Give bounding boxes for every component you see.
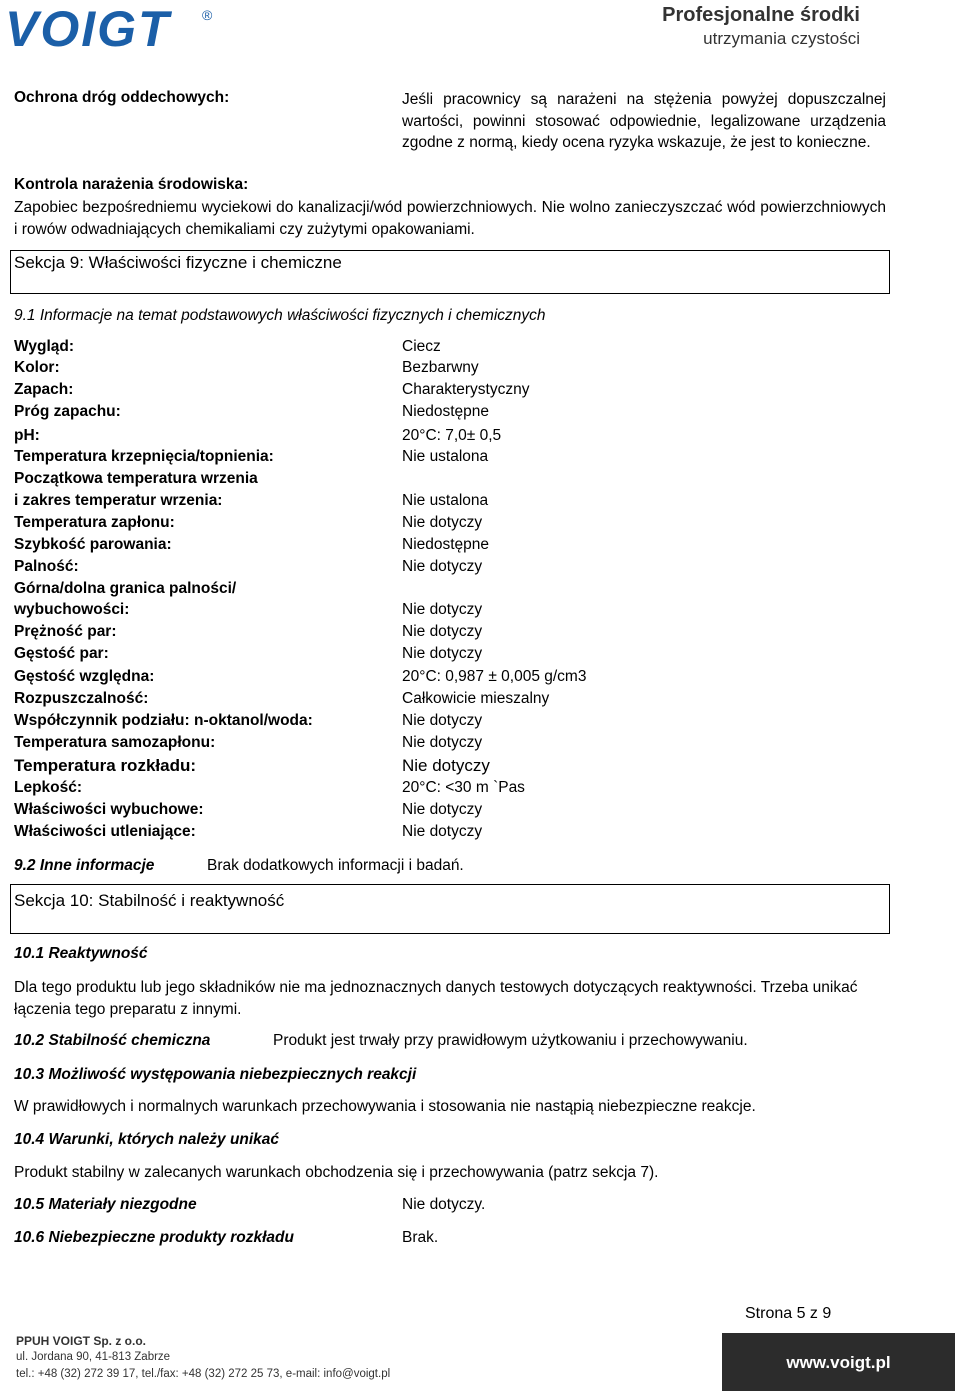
section-10-2-text: Produkt jest trwały przy prawidłowym użytkowaniu i przechowywaniu. bbox=[273, 1032, 748, 1049]
property-value: Niedostępne bbox=[402, 403, 490, 420]
registered-mark: ® bbox=[202, 7, 213, 23]
property-value: Charakterystyczny bbox=[402, 381, 530, 398]
header-tagline-2: utrzymania czystości bbox=[703, 29, 860, 48]
property-label: Prężność par: bbox=[14, 623, 117, 640]
section-10-1-title: 10.1 Reaktywność bbox=[14, 945, 148, 962]
section-10-3-text: W prawidłowych i normalnych warunkach przechowywania i stosowania nie nastąpią niebezpieczne reakcje. bbox=[14, 1098, 756, 1115]
logo-wordmark: VOIGT bbox=[5, 2, 171, 52]
header-tagline-1: Profesjonalne środki bbox=[662, 4, 860, 26]
section-9-1-title: 9.1 Informacje na temat podstawowych właściwości fizycznych i chemicznych bbox=[14, 307, 546, 324]
property-value: Nie dotyczy bbox=[402, 801, 483, 818]
env-control-label: Kontrola narażenia środowiska: bbox=[14, 176, 249, 193]
section-9-2-text: Brak dodatkowych informacji i badań. bbox=[207, 857, 464, 874]
property-label: Temperatura zapłonu: bbox=[14, 514, 175, 531]
footer-company: PPUH VOIGT Sp. z o.o. bbox=[16, 1334, 147, 1348]
property-value: Nie dotyczy bbox=[402, 823, 483, 840]
section-10-4-title: 10.4 Warunki, których należy unikać bbox=[14, 1131, 280, 1148]
property-value: 20°C: 7,0± 0,5 bbox=[402, 427, 502, 444]
footer-contact: tel.: +48 (32) 272 39 17, tel./fax: +48 (32) 272 25 73, e-mail: info@voigt.pl bbox=[16, 1368, 391, 1380]
property-label: Gęstość par: bbox=[14, 645, 109, 662]
page-number: Strona 5 z 9 bbox=[745, 1305, 832, 1322]
property-value: Nie dotyczy bbox=[402, 712, 483, 729]
env-control-text: Zapobiec bezpośredniemu wyciekowi do kanalizacji/wód powierzchniowych. Nie wolno zanieczyszczać wód powierzchniowych i rowów odwadniających chemikaliami czy zużytymi opakowaniami. bbox=[14, 199, 886, 238]
respiratory-text: Jeśli pracownicy są narażeni na stężenia powyżej dopuszczalnej wartości, powinni stosować odpowiednie, legalizowane urządzenia zgodne z normą, kiedy ocena ryzyka wskazuje, że jest to konieczne. bbox=[402, 91, 886, 151]
property-value: Nie ustalona bbox=[402, 448, 489, 465]
property-label: Szybkość parowania: bbox=[14, 536, 172, 553]
footer-website-link[interactable]: www.voigt.pl bbox=[786, 1353, 891, 1372]
section-10-2-title: 10.2 Stabilność chemiczna bbox=[14, 1032, 211, 1049]
footer-address: ul. Jordana 90, 41-813 Zabrze bbox=[16, 1351, 171, 1363]
property-value: Nie dotyczy bbox=[402, 558, 483, 575]
section-10-1-text: Dla tego produktu lub jego składników nie ma jednoznacznych danych testowych dotyczących reaktywności. Trzeba unikać łączenia tego preparatu z innymi. bbox=[14, 979, 858, 1018]
section-10-4-text: Produkt stabilny w zalecanych warunkach obchodzenia się i przechowywania (patrz sekcja 7). bbox=[14, 1164, 659, 1181]
property-value: Nie dotyczy bbox=[402, 756, 490, 775]
respiratory-label: Ochrona dróg oddechowych: bbox=[14, 89, 230, 106]
property-label: Rozpuszczalność: bbox=[14, 690, 149, 707]
property-label: Właściwości utleniające: bbox=[14, 823, 196, 840]
property-label: Temperatura samozapłonu: bbox=[14, 734, 216, 751]
property-label: Gęstość względna: bbox=[14, 668, 155, 685]
section-10-5-text: Nie dotyczy. bbox=[402, 1196, 486, 1213]
property-label: Początkowa temperatura wrzenia bbox=[14, 470, 258, 487]
section-10-title: Sekcja 10: Stabilność i reaktywność bbox=[14, 891, 285, 910]
section-10-3-title: 10.3 Możliwość występowania niebezpiecznych reakcji bbox=[14, 1066, 417, 1083]
property-value: Nie dotyczy bbox=[402, 514, 483, 531]
property-label: Górna/dolna granica palności/ bbox=[14, 580, 237, 597]
voigt-logo-mark bbox=[5, 2, 220, 52]
property-value: Niedostępne bbox=[402, 536, 490, 553]
section-9-title: Sekcja 9: Właściwości fizyczne i chemiczne bbox=[14, 253, 342, 272]
property-label: Zapach: bbox=[14, 381, 74, 398]
section-9-2-title: 9.2 Inne informacje bbox=[14, 857, 155, 874]
section-10-6-title: 10.6 Niebezpieczne produkty rozkładu bbox=[14, 1229, 294, 1246]
property-label: Lepkość: bbox=[14, 779, 83, 796]
property-value: Nie dotyczy bbox=[402, 734, 483, 751]
property-label: Próg zapachu: bbox=[14, 403, 121, 420]
property-value: Nie dotyczy bbox=[402, 645, 483, 662]
voigt-logo bbox=[5, 2, 220, 52]
property-label: Palność: bbox=[14, 558, 79, 575]
property-value: Ciecz bbox=[402, 338, 441, 355]
property-label: Temperatura rozkładu: bbox=[14, 756, 197, 775]
property-label: Właściwości wybuchowe: bbox=[14, 801, 204, 818]
property-value: Bezbarwny bbox=[402, 359, 479, 376]
property-value: 20°C: 0,987 ± 0,005 g/cm3 bbox=[402, 668, 587, 685]
section-10-5-title: 10.5 Materiały niezgodne bbox=[14, 1196, 197, 1213]
property-value: Nie dotyczy bbox=[402, 623, 483, 640]
property-label: Współczynnik podziału: n-oktanol/woda: bbox=[14, 712, 313, 729]
section-10-6-text: Brak. bbox=[402, 1229, 439, 1246]
property-value: Nie ustalona bbox=[402, 492, 489, 509]
property-label: wybuchowości: bbox=[14, 601, 130, 618]
property-value: Całkowicie mieszalny bbox=[402, 690, 550, 707]
property-label: i zakres temperatur wrzenia: bbox=[14, 492, 223, 509]
property-label: Temperatura krzepnięcia/topnienia: bbox=[14, 448, 274, 465]
property-value: 20°C: <30 m `Pas bbox=[402, 779, 525, 796]
property-label: pH: bbox=[14, 427, 40, 444]
property-value: Nie dotyczy bbox=[402, 601, 483, 618]
property-label: Kolor: bbox=[14, 359, 60, 376]
property-label: Wygląd: bbox=[14, 338, 74, 355]
